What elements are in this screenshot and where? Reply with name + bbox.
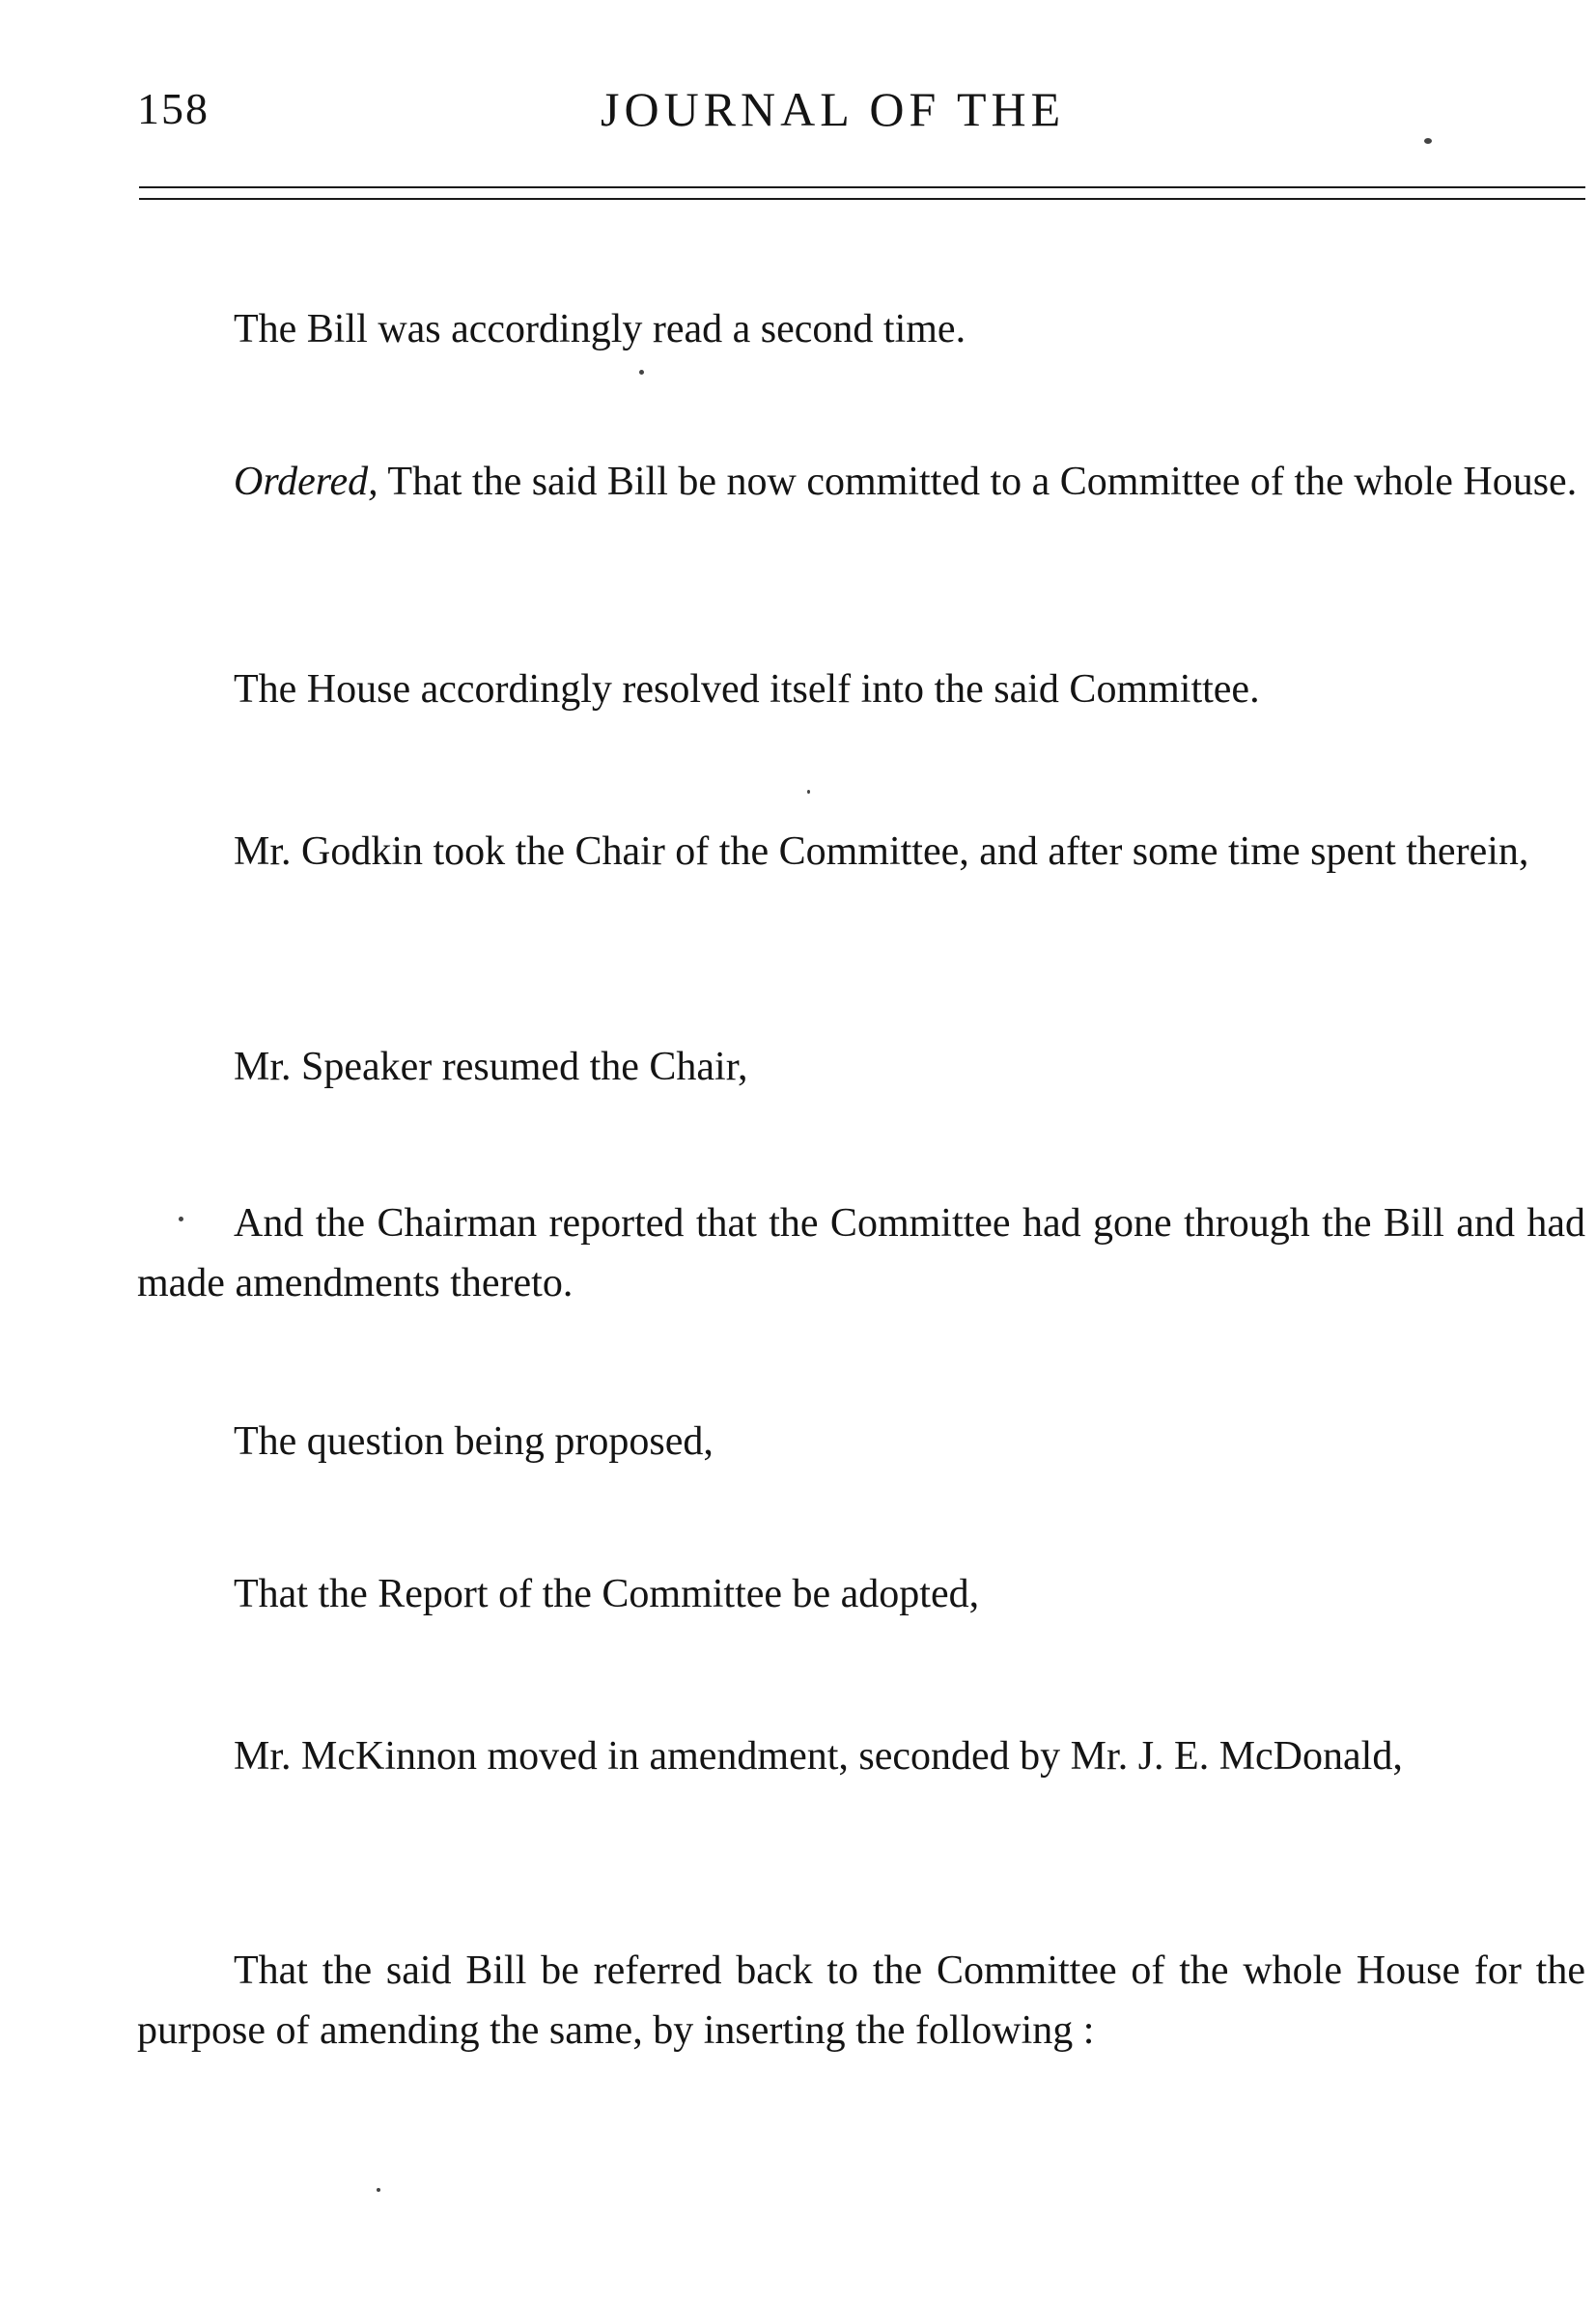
paragraph-second-reading (137, 299, 1585, 359)
ink-speck (639, 370, 644, 375)
paragraph-text: The Bill was accordingly read a second time. (234, 307, 966, 351)
paragraph-text: Mr. Speaker resumed the Chair, (234, 1045, 748, 1089)
paragraph-chair-taken (137, 822, 1585, 882)
paragraph-chairman-report (137, 1193, 1585, 1313)
paragraph-text: That the Report of the Committee be adopted, (234, 1572, 980, 1616)
paragraph-ordered (137, 452, 1585, 512)
ink-speck (807, 790, 810, 794)
paragraph-text: That the said Bill be referred back to the Committee of the whole House for the purpose of amending the same, by inserting the following : (137, 1949, 1585, 2053)
ink-speck (179, 1217, 183, 1221)
page-number: 158 (137, 84, 210, 133)
paragraph-text: And the Chairman reported that the Committee had gone through the Bill and had made amendments thereto. (137, 1201, 1585, 1305)
paragraph-text: The question being proposed, (234, 1419, 714, 1464)
paragraph-committee-resolution (137, 659, 1585, 719)
paragraph-text: That the said Bill be now committed to a Committee of the whole House. (378, 460, 1578, 504)
paragraph-speaker-resumed (137, 1037, 1585, 1097)
paragraph-amendment-motion (137, 1726, 1585, 1786)
paragraph-text: Mr. Godkin took the Chair of the Committee, and after some time spent therein, (234, 829, 1529, 874)
ink-speck (1424, 138, 1432, 144)
ink-speck (377, 2188, 380, 2192)
header-rule-bottom (139, 198, 1585, 200)
paragraph-text: The House accordingly resolved itself into the said Committee. (234, 667, 1260, 712)
paragraph-text: Mr. McKinnon moved in amendment, seconded by Mr. J. E. McDonald, (234, 1734, 1403, 1779)
paragraph-question-proposed (137, 1412, 1585, 1472)
paragraph-report-adoption (137, 1564, 1585, 1624)
header-rule-top (139, 186, 1585, 188)
running-title: JOURNAL OF THE (601, 82, 1066, 136)
ordered-label: Ordered, (234, 460, 378, 504)
paragraph-referred-back (137, 1941, 1585, 2061)
